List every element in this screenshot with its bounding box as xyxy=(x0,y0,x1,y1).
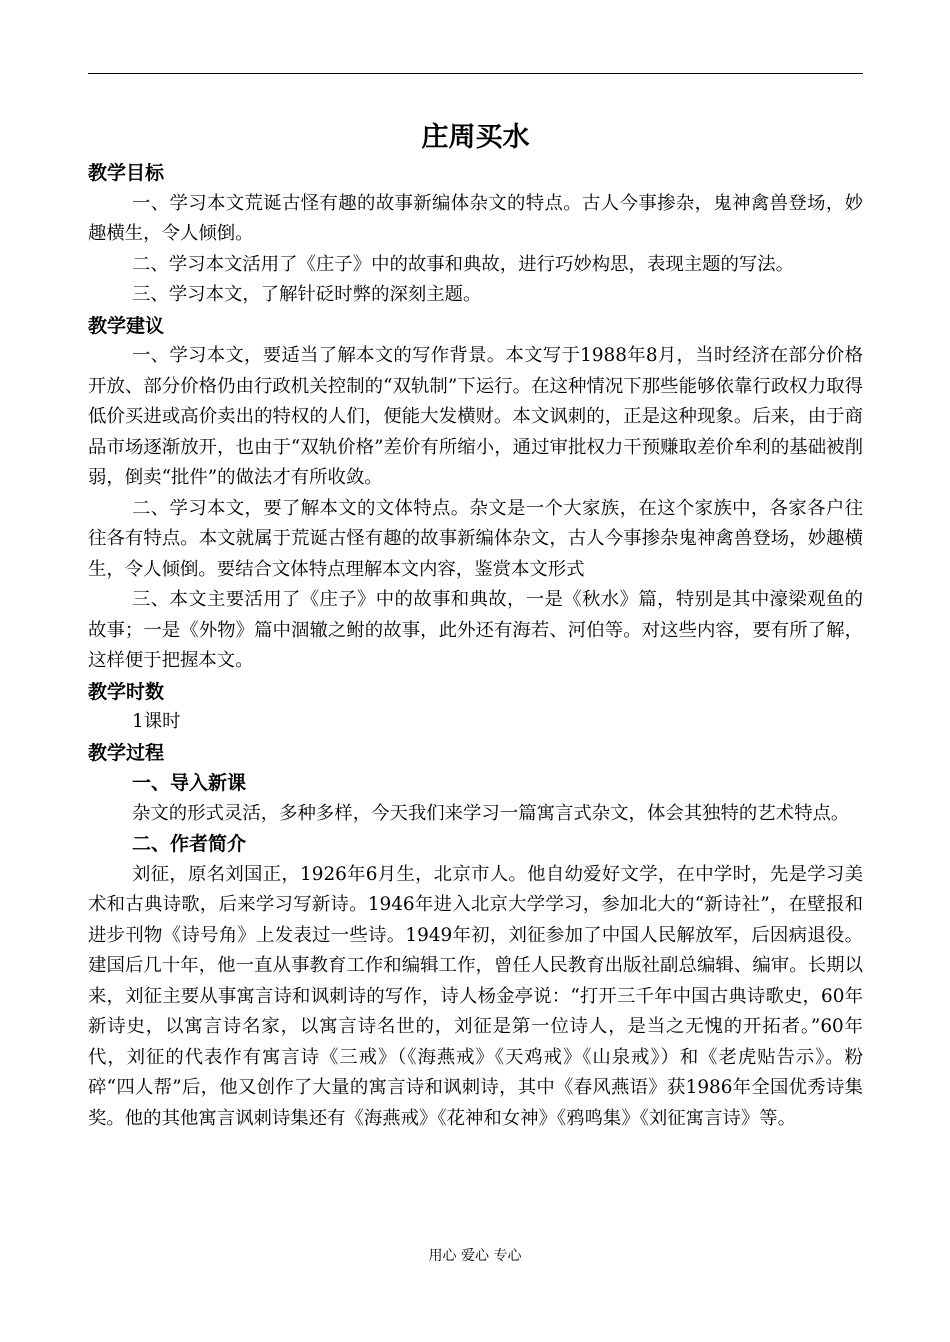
section-heading-objectives: 教学目标 xyxy=(88,162,165,184)
suggestions-paragraph-2: 二、学习本文，要了解本文的文体特点。杂文是一个大家族，在这个家族中，各家各户往往各有特点。本文就属于荒诞古怪有趣的故事新编体杂文，古人今事掺杂鬼神禽兽登场，妙趣横生，令人倾倒。要结合文体特点理解本文内容，鉴赏本文形式 xyxy=(88,497,863,580)
section-heading-suggestions: 教学建议 xyxy=(88,314,165,337)
page-footer: 用心 爱心 专心 xyxy=(428,1248,522,1264)
subheading-author: 二、作者简介 xyxy=(132,833,247,855)
document-title: 庄周买水 xyxy=(421,122,530,153)
suggestions-paragraph-3: 三、本文主要活用了《庄子》中的故事和典故，一是《秋水》篇，特别是其中濠梁观鱼的故事；一是《外物》篇中涸辙之鲋的故事，此外还有海若、河伯等。对这些内容，要有所了解，这样便于把握本文。 xyxy=(88,589,863,671)
objectives-paragraph-1: 一、学习本文荒诞古怪有趣的故事新编体杂文的特点。古人今事掺杂，鬼神禽兽登场，妙趣横生，令人倾倒。 xyxy=(88,192,863,244)
objectives-paragraph-2: 二、学习本文活用了《庄子》中的故事和典故，进行巧妙构思，表现主题的写法。 xyxy=(132,253,795,275)
section-heading-process: 教学过程 xyxy=(88,741,165,764)
document-body xyxy=(88,118,863,1134)
section-heading-hours: 教学时数 xyxy=(88,680,165,703)
suggestions-paragraph-1: 一、学习本文，要适当了解本文的写作背景。本文写于1988年8月，当时经济在部分价格开放、部分价格仍由行政机关控制的“双轨制”下运行。在这种情况下那些能够依靠行政权力取得低价买进或高价卖出的特权的人们，便能大发横财。本文讽刺的，正是这种现象。后来，由于商品市场逐渐放开，也由于“双轨价格”差价有所缩小，通过审批权力干预赚取差价牟利的基础被削弱，倒卖“批件”的做法才有所收敛。 xyxy=(88,345,863,488)
author-paragraph: 刘征，原名刘国正，1926年6月生，北京市人。他自幼爱好文学，在中学时，先是学习美术和古典诗歌，后来学习写新诗。1946年进入北京大学学习，参加北大的“新诗社”，在壁报和进步刊物《诗号角》上发表过一些诗。1949年初，刘征参加了中国人民解放军，后因病退役。建国后几十年，他一直从事教育工作和编辑工作，曾任人民教育出版社副总编辑、编审。长期以来，刘征主要从事寓言诗和讽刺诗的写作，诗人杨金亭说：“打开三千年中国古典诗歌史，60年新诗史，以寓言诗名家，以寓言诗名世的，刘征是第一位诗人，是当之无愧的开拓者。”60年代，刘征的代表作有寓言诗《三戒》（《海燕戒》《天鸡戒》《山泉戒》）和《老虎贴告示》。粉碎“四人帮”后，他又创作了大量的寓言诗和讽刺诗，其中《春风燕语》获1986年全国优秀诗集奖。他的其他寓言讽刺诗集还有《海燕戒》《花神和女神》《鸦鸣集》《刘征寓言诗》等。 xyxy=(88,863,863,1129)
objectives-paragraph-3: 三、学习本文，了解针砭时弊的深刻主题。 xyxy=(132,284,482,305)
intro-paragraph: 杂文的形式灵活，多种多样，今天我们来学习一篇寓言式杂文，体会其独特的艺术特点。 xyxy=(132,802,850,824)
header-rule xyxy=(88,73,863,74)
hours-paragraph: 1课时 xyxy=(132,711,181,732)
subheading-intro: 一、导入新课 xyxy=(132,772,247,794)
